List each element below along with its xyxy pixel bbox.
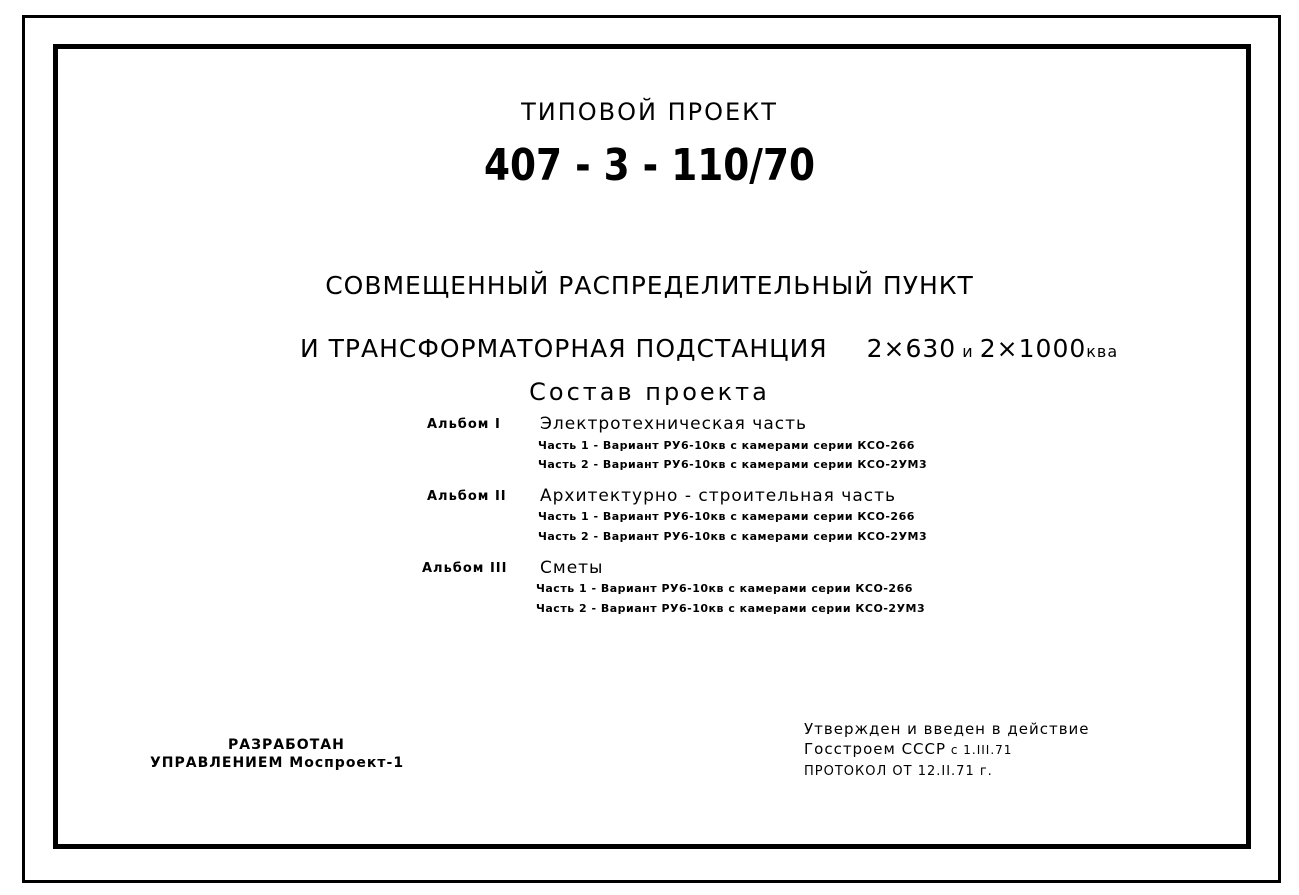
album-1-title: Электротехническая часть xyxy=(540,414,808,434)
type-project-label: ТИПОВОЙ ПРОЕКТ xyxy=(521,98,778,126)
album-2-title: Архитектурно - строительная часть xyxy=(540,486,896,506)
album-1-label: Альбом I xyxy=(427,417,501,432)
album-3-title: Сметы xyxy=(540,558,604,578)
approval-line-3: ПРОТОКОЛ ОТ 12.II.71 г. xyxy=(804,764,993,779)
title-line-2-main: И ТРАНСФОРМАТОРНАЯ ПОДСТАНЦИЯ xyxy=(300,334,828,363)
album-3-part-2: Часть 2 - Вариант РУ6-10кв с камерами серии КСО-2УМ3 xyxy=(536,602,926,615)
title-line-2 xyxy=(300,336,1118,361)
developer-line-1: РАЗРАБОТАН xyxy=(228,737,345,753)
album-3-label: Альбом III xyxy=(422,561,508,576)
title-line-1: СОВМЕЩЕННЫЙ РАСПРЕДЕЛИТЕЛЬНЫЙ ПУНКТ xyxy=(325,271,974,300)
album-1-part-2: Часть 2 - Вариант РУ6-10кв с камерами серии КСО-2УМ3 xyxy=(538,458,928,471)
album-1-part-1: Часть 1 - Вариант РУ6-10кв с камерами серии КСО-266 xyxy=(538,439,915,452)
album-2-label: Альбом II xyxy=(427,489,507,504)
power-unit: ква xyxy=(1086,342,1119,361)
approval-line-2 xyxy=(804,742,1012,757)
approval-authority: Госстроем СССР xyxy=(804,740,947,758)
approval-date: с 1.III.71 xyxy=(946,743,1013,757)
power-rating-2: 2×1000 xyxy=(979,334,1087,363)
project-code: 407 - 3 - 110/70 xyxy=(484,140,815,191)
power-rating-1: 2×630 xyxy=(866,334,957,363)
album-3-part-1: Часть 1 - Вариант РУ6-10кв с камерами серии КСО-266 xyxy=(536,582,913,595)
approval-line-1: Утвержден и введен в действие xyxy=(804,720,1090,738)
composition-heading: Состав проекта xyxy=(529,378,770,406)
album-2-part-1: Часть 1 - Вариант РУ6-10кв с камерами серии КСО-266 xyxy=(538,510,915,523)
developer-line-2: УПРАВЛЕНИЕМ Моспроект-1 xyxy=(150,755,405,771)
power-and: и xyxy=(956,342,980,361)
album-2-part-2: Часть 2 - Вариант РУ6-10кв с камерами серии КСО-2УМ3 xyxy=(538,530,928,543)
